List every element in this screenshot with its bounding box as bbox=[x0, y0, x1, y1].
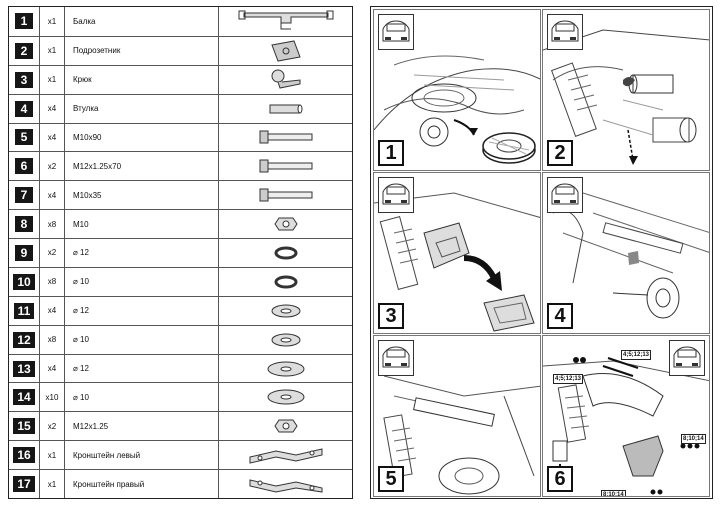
part-row bbox=[9, 7, 352, 36]
installation-steps bbox=[370, 6, 713, 499]
part-name: M12x1.25 bbox=[65, 412, 219, 440]
part-name: ⌀ 12 bbox=[65, 297, 219, 325]
part-number: 16 bbox=[13, 447, 34, 463]
part-quantity: x1 bbox=[40, 441, 65, 469]
part-name: ⌀ 12 bbox=[65, 355, 219, 383]
part-name: M10x90 bbox=[65, 124, 219, 152]
part-row bbox=[9, 123, 352, 152]
part-quantity: x10 bbox=[40, 383, 65, 411]
part-number-cell bbox=[9, 412, 40, 440]
socket-plate-icon bbox=[219, 37, 352, 65]
part-row bbox=[9, 440, 352, 469]
part-number: 10 bbox=[13, 274, 34, 290]
car-thumbnail-icon bbox=[378, 14, 414, 50]
part-row bbox=[9, 36, 352, 65]
part-name: Крюк bbox=[65, 66, 219, 94]
part-row bbox=[9, 65, 352, 94]
part-row bbox=[9, 382, 352, 411]
car-thumbnail-icon bbox=[378, 340, 414, 376]
part-quantity: x1 bbox=[40, 37, 65, 65]
part-number: 15 bbox=[13, 418, 34, 434]
part-number: 17 bbox=[13, 476, 34, 492]
part-name: ⌀ 10 bbox=[65, 383, 219, 411]
part-number: 5 bbox=[15, 129, 33, 145]
washer-icon bbox=[219, 326, 352, 354]
part-quantity: x4 bbox=[40, 297, 65, 325]
parts-table bbox=[8, 6, 353, 499]
part-quantity: x4 bbox=[40, 124, 65, 152]
part-number-cell bbox=[9, 7, 40, 36]
nut-icon bbox=[219, 412, 352, 440]
car-thumbnail-icon bbox=[547, 14, 583, 50]
part-row bbox=[9, 354, 352, 383]
part-number-cell bbox=[9, 326, 40, 354]
step-4-panel bbox=[542, 172, 710, 334]
part-row bbox=[9, 238, 352, 267]
part-name: ⌀ 12 bbox=[65, 239, 219, 267]
part-row bbox=[9, 469, 352, 498]
part-quantity: x1 bbox=[40, 7, 65, 36]
part-quantity: x8 bbox=[40, 326, 65, 354]
part-number: 6 bbox=[15, 158, 33, 174]
part-name: Кронштейн левый bbox=[65, 441, 219, 469]
part-row bbox=[9, 267, 352, 296]
part-quantity: x2 bbox=[40, 152, 65, 180]
sleeve-icon bbox=[219, 95, 352, 123]
part-number: 4 bbox=[15, 101, 33, 117]
bolt-icon bbox=[219, 181, 352, 209]
part-number: 13 bbox=[13, 361, 34, 377]
step-6-panel bbox=[542, 335, 710, 497]
step-number: 1 bbox=[378, 140, 404, 166]
car-thumbnail-icon bbox=[669, 340, 705, 376]
bracket-right-icon bbox=[219, 470, 352, 498]
part-row bbox=[9, 151, 352, 180]
part-number-cell bbox=[9, 470, 40, 498]
part-row bbox=[9, 180, 352, 209]
nut-icon bbox=[219, 210, 352, 238]
part-number-cell bbox=[9, 239, 40, 267]
part-quantity: x1 bbox=[40, 66, 65, 94]
part-number-cell bbox=[9, 66, 40, 94]
part-number: 8 bbox=[15, 216, 33, 232]
part-name: M10x35 bbox=[65, 181, 219, 209]
part-number: 7 bbox=[15, 187, 33, 203]
part-number-cell bbox=[9, 383, 40, 411]
step-5-panel bbox=[373, 335, 541, 497]
step-2-panel bbox=[542, 9, 710, 171]
part-quantity: x4 bbox=[40, 181, 65, 209]
car-thumbnail-icon bbox=[378, 177, 414, 213]
fastener-code-label: 4;5;12;13 bbox=[623, 352, 650, 358]
part-row bbox=[9, 411, 352, 440]
part-name: M10 bbox=[65, 210, 219, 238]
part-number-cell bbox=[9, 210, 40, 238]
part-row bbox=[9, 325, 352, 354]
fastener-code-label: 8;10;14 bbox=[601, 490, 626, 497]
bracket-left-icon bbox=[219, 441, 352, 469]
washer-icon bbox=[219, 297, 352, 325]
part-quantity: x2 bbox=[40, 412, 65, 440]
large-washer-icon bbox=[219, 383, 352, 411]
part-quantity: x1 bbox=[40, 470, 65, 498]
part-quantity: x2 bbox=[40, 239, 65, 267]
part-name: ⌀ 10 bbox=[65, 268, 219, 296]
part-number-cell bbox=[9, 355, 40, 383]
part-quantity: x8 bbox=[40, 210, 65, 238]
part-name: Подрозетник bbox=[65, 37, 219, 65]
step-number: 2 bbox=[547, 140, 573, 166]
step-number: 5 bbox=[378, 466, 404, 492]
part-name: ⌀ 10 bbox=[65, 326, 219, 354]
fastener-code-label: 8;10;14 bbox=[683, 436, 704, 442]
part-name: M12x1.25x70 bbox=[65, 152, 219, 180]
car-thumbnail-icon bbox=[547, 177, 583, 213]
step-number: 3 bbox=[378, 303, 404, 329]
part-number-cell bbox=[9, 268, 40, 296]
part-number-cell bbox=[9, 441, 40, 469]
part-number-cell bbox=[9, 124, 40, 152]
part-row bbox=[9, 94, 352, 123]
part-number-cell bbox=[9, 181, 40, 209]
step-number: 4 bbox=[547, 303, 573, 329]
part-number: 11 bbox=[14, 303, 35, 319]
part-number-cell bbox=[9, 297, 40, 325]
part-quantity: x4 bbox=[40, 355, 65, 383]
part-name: Балка bbox=[65, 7, 219, 36]
large-washer-icon bbox=[219, 355, 352, 383]
part-number: 3 bbox=[15, 72, 33, 88]
part-number: 9 bbox=[15, 245, 33, 261]
part-number: 12 bbox=[13, 332, 34, 348]
fastener-code-label: 4;5;12;13 bbox=[555, 376, 582, 382]
part-row bbox=[9, 296, 352, 325]
part-number: 1 bbox=[15, 13, 33, 29]
part-name: Кронштейн правый bbox=[65, 470, 219, 498]
part-name: Втулка bbox=[65, 95, 219, 123]
part-number-cell bbox=[9, 152, 40, 180]
step-number: 6 bbox=[547, 466, 573, 492]
part-quantity: x4 bbox=[40, 95, 65, 123]
part-quantity: x8 bbox=[40, 268, 65, 296]
part-number: 14 bbox=[13, 389, 34, 405]
step-3-panel bbox=[373, 172, 541, 334]
part-row bbox=[9, 209, 352, 238]
tow-ball-icon bbox=[219, 66, 352, 94]
bolt-icon bbox=[219, 124, 352, 152]
part-number-cell bbox=[9, 95, 40, 123]
spring-washer-icon bbox=[219, 239, 352, 267]
part-number: 2 bbox=[15, 43, 33, 59]
step-1-panel bbox=[373, 9, 541, 171]
part-number-cell bbox=[9, 37, 40, 65]
bolt-icon bbox=[219, 152, 352, 180]
spring-washer-icon bbox=[219, 268, 352, 296]
beam-icon bbox=[219, 7, 352, 36]
